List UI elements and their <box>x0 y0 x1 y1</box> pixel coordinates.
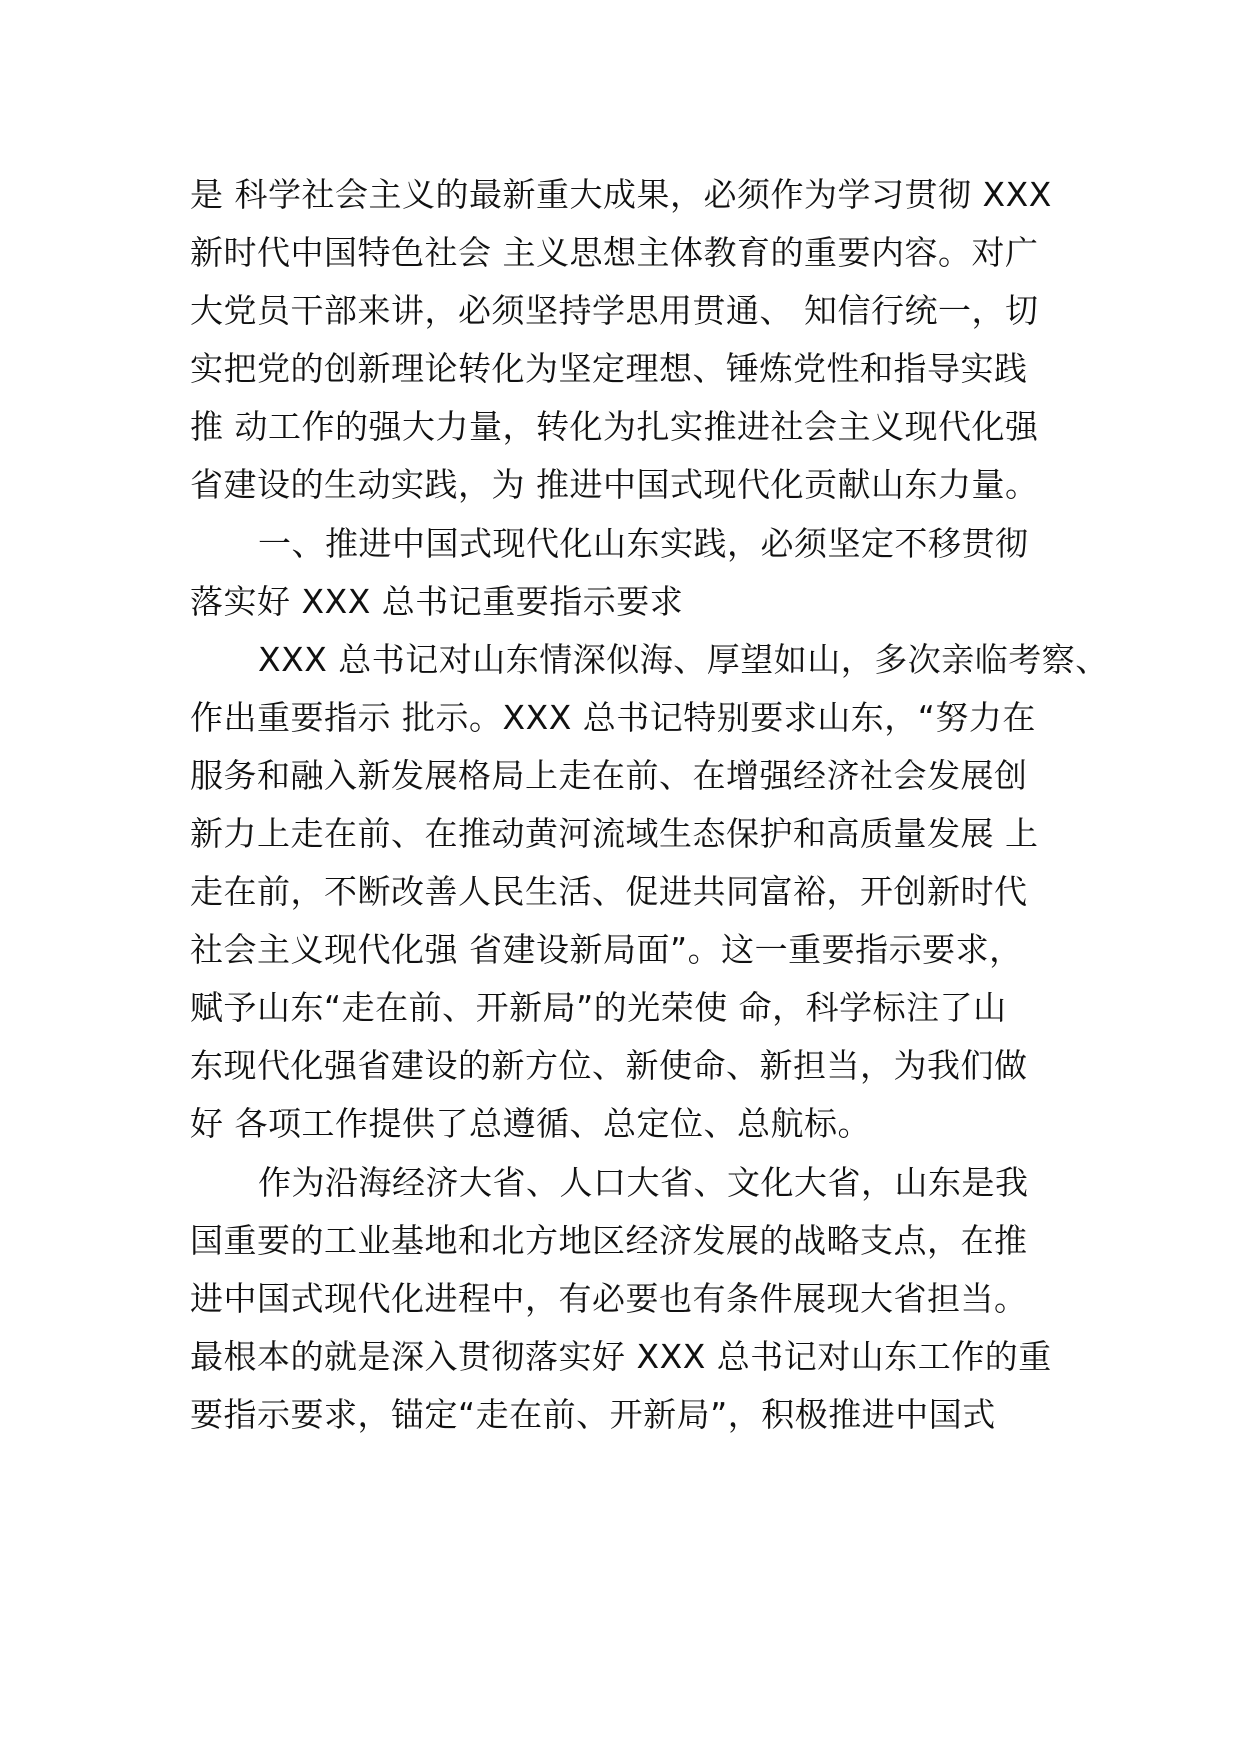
body-text-line: 实把党的创新理论转化为坚定理想、锤炼党性和指导实践 <box>190 349 1028 388</box>
body-text-line: 走在前，不断改善人民生活、促进共同富裕，开创新时代 <box>190 872 1028 911</box>
body-text-line: 服务和融入新发展格局上走在前、在增强经济社会发展创 <box>190 756 1028 795</box>
body-text-line: 进中国式现代化进程中，有必要也有条件展现大省担当。 <box>190 1279 1028 1318</box>
body-text-line: 新力上走在前、在推动黄河流域生态保护和高质量发展 上 <box>190 814 1039 853</box>
body-text-line: 要指示要求，锚定“走在前、开新局”，积极推进中国式 <box>190 1395 996 1434</box>
body-text-line: 省建设的生动实践，为 推进中国式现代化贡献山东力量。 <box>190 465 1039 504</box>
body-text-line: 东现代化强省建设的新方位、新使命、新担当，为我们做 <box>190 1046 1028 1085</box>
section-heading-line: 落实好 XXX 总书记重要指示要求 <box>190 582 684 621</box>
body-text-line: 推 动工作的强大力量，转化为扎实推进社会主义现代化强 <box>190 407 1039 446</box>
body-text-line: 赋予山东“走在前、开新局”的光荣使 命，科学标注了山 <box>190 988 1007 1027</box>
body-text-line: 国重要的工业基地和北方地区经济发展的战略支点，在推 <box>190 1221 1028 1260</box>
body-text-line: 社会主义现代化强 省建设新局面”。这一重要指示要求， <box>190 930 1023 969</box>
body-text-line: 大党员干部来讲，必须坚持学思用贯通、 知信行统一，切 <box>190 291 1039 330</box>
body-text-line: 是 科学社会主义的最新重大成果，必须作为学习贯彻 XXX <box>190 175 1052 214</box>
section-heading-line: 一、推进中国式现代化山东实践，必须坚定不移贯彻 <box>258 524 1029 563</box>
body-text-line: 作出重要指示 批示。XXX 总书记特别要求山东，“努力在 <box>190 698 1036 737</box>
body-text-line: XXX 总书记对山东情深似海、厚望如山，多次亲临考察、 <box>258 640 1109 679</box>
body-text-line: 新时代中国特色社会 主义思想主体教育的重要内容。对广 <box>190 233 1039 272</box>
body-text-line: 好 各项工作提供了总遵循、总定位、总航标。 <box>190 1104 871 1143</box>
body-text-line: 作为沿海经济大省、人口大省、文化大省，山东是我 <box>258 1163 1029 1202</box>
body-text-line: 最根本的就是深入贯彻落实好 XXX 总书记对山东工作的重 <box>190 1337 1052 1376</box>
